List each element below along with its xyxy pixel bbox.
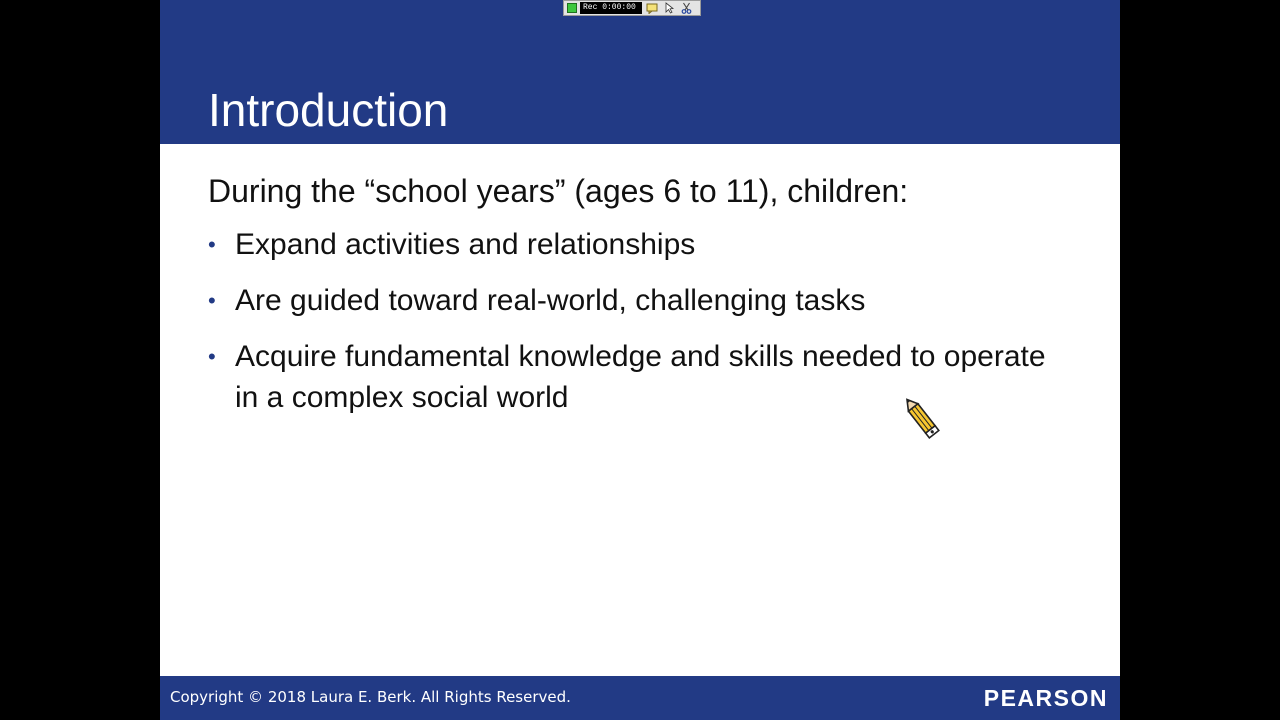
bullet-icon: • <box>208 288 216 313</box>
slide-title: Introduction <box>208 84 449 136</box>
bullet-item <box>208 336 1088 418</box>
bullet-list <box>208 224 1088 418</box>
slide <box>160 0 1120 720</box>
bullet-item <box>208 280 1088 321</box>
publisher-logo: PEARSON <box>983 685 1108 711</box>
comment-icon[interactable] <box>645 2 659 14</box>
pencil-cursor-icon <box>905 398 945 446</box>
bullet-icon: • <box>208 344 216 369</box>
title-bar <box>160 0 1120 144</box>
bullet-text: Expand activities and relationships <box>235 228 696 261</box>
bullet-item <box>208 224 1088 265</box>
bullet-text: Acquire fundamental knowledge and skills needed to operate in a complex social world <box>235 340 1046 414</box>
copyright-text: Copyright © 2018 Laura E. Berk. All Rights Reserved. <box>170 688 571 706</box>
slide-content <box>208 166 1088 433</box>
intro-text: During the “school years” (ages 6 to 11), children: <box>208 173 909 209</box>
footer-bar <box>160 676 1120 720</box>
scissors-icon[interactable] <box>679 2 693 14</box>
record-timer: Rec 0:00:00 <box>580 2 642 14</box>
bullet-icon: • <box>208 232 216 257</box>
bullet-text: Are guided toward real-world, challenging tasks <box>235 284 866 317</box>
pointer-icon[interactable] <box>662 2 676 14</box>
record-indicator-icon[interactable] <box>567 3 577 13</box>
recorder-toolbar <box>563 0 701 16</box>
